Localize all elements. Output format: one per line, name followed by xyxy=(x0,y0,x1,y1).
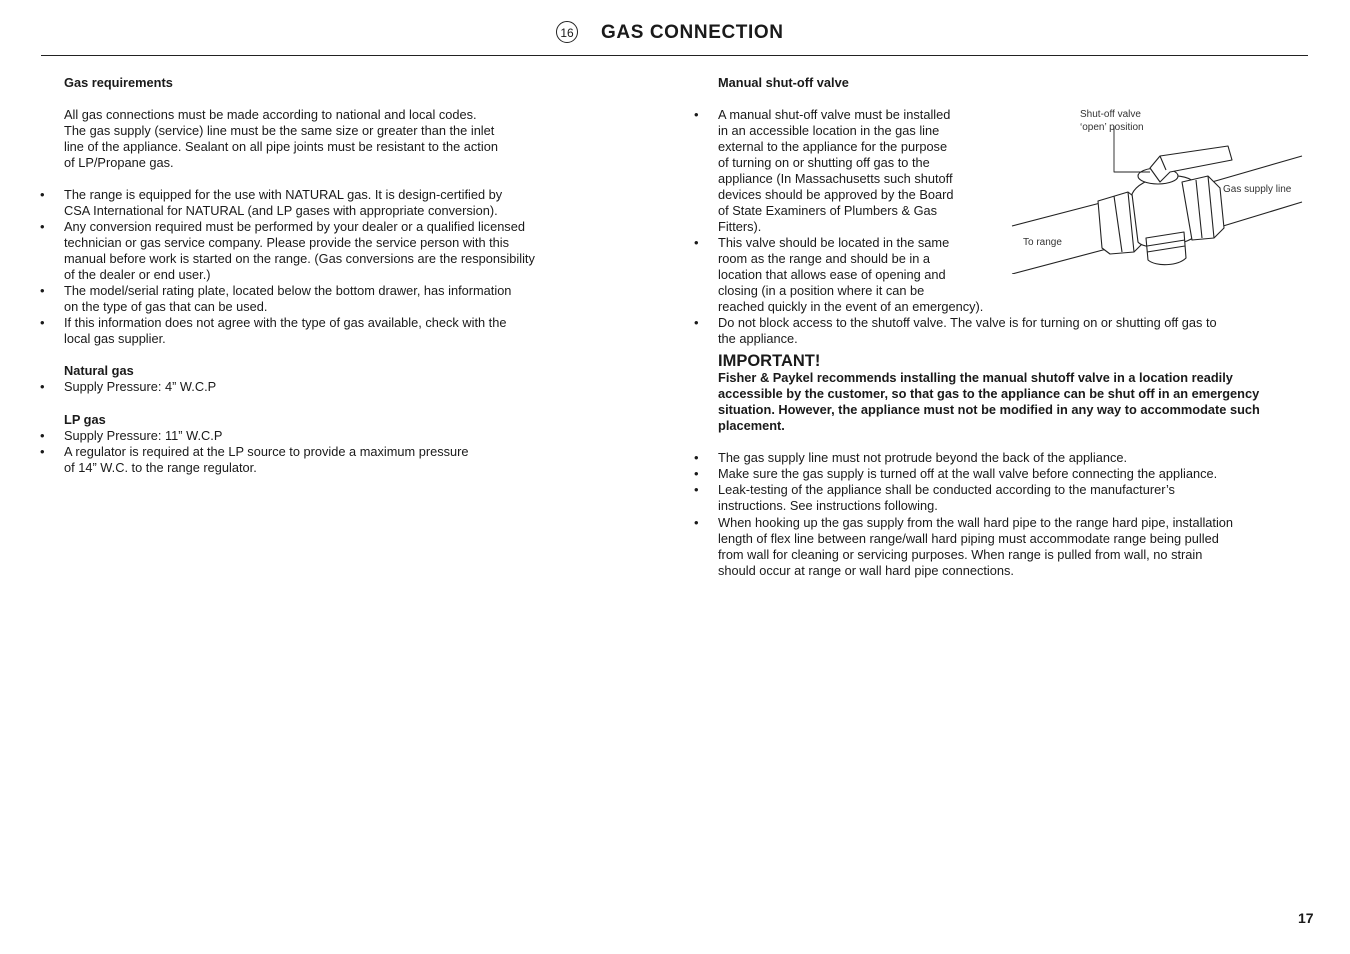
list-item xyxy=(64,444,624,476)
line: length of flex line between range/wall hard piping must accommodate range being pulled xyxy=(718,531,1219,546)
important-heading: IMPORTANT! xyxy=(718,352,821,370)
header-divider xyxy=(41,55,1308,56)
line: CSA International for NATURAL (and LP gases with appropriate conversion). xyxy=(64,203,498,218)
line: • The model/serial rating plate, located below the bottom drawer, has information xyxy=(64,283,512,298)
to-range-label: To range xyxy=(1023,237,1062,248)
lp-gas-list xyxy=(64,428,624,476)
line: • When hooking up the gas supply from the wall hard pipe to the range hard pipe, installation xyxy=(718,515,1234,530)
section-number-badge: 16 xyxy=(556,21,578,43)
line: of the dealer or end user.) xyxy=(64,267,211,282)
list-item xyxy=(718,450,1318,466)
line: room as the range and should be in a xyxy=(718,251,931,266)
list-item xyxy=(64,315,624,347)
list-item xyxy=(718,482,1318,514)
list-item xyxy=(718,515,1318,579)
line: • The gas supply line must not protrude beyond the back of the appliance. xyxy=(718,450,1128,465)
intro-line: All gas connections must be made according to national and local codes. xyxy=(64,107,477,122)
line: manual before work is started on the range. (Gas conversions are the responsibility xyxy=(64,251,535,266)
line: • Leak-testing of the appliance shall be conducted according to the manufacturer’s xyxy=(718,482,1175,497)
list-item xyxy=(64,219,624,283)
list-item xyxy=(718,466,1318,482)
intro-line: of LP/Propane gas. xyxy=(64,155,174,170)
valve-label: Shut-off valve xyxy=(1080,109,1141,120)
page-number: 17 xyxy=(1298,910,1314,926)
line: appliance (In Massachusetts such shutoff xyxy=(718,171,953,186)
valve-position-label: ‘open’ position xyxy=(1080,122,1144,133)
line: • Do not block access to the shutoff valve. The valve is for turning on or shutting off gas to xyxy=(718,315,1217,330)
natural-gas-heading: Natural gas xyxy=(64,363,134,378)
page-header xyxy=(0,18,1350,50)
important-line: Fisher & Paykel recommends installing the manual shutoff valve in a location readily xyxy=(718,370,1233,385)
line: of turning on or shutting off gas to the xyxy=(718,155,930,170)
list-item xyxy=(64,283,624,315)
natural-gas-list xyxy=(64,379,624,395)
intro-line: The gas supply (service) line must be the same size or greater than the inlet xyxy=(64,123,495,138)
important-line: situation. However, the appliance must not be modified in any way to accommodate such xyxy=(718,402,1260,417)
line: • A manual shut-off valve must be installed xyxy=(718,107,951,122)
list-item xyxy=(64,428,624,444)
list-item xyxy=(64,187,624,219)
list-item xyxy=(64,379,624,395)
line: • This valve should be located in the same xyxy=(718,235,950,250)
list-item xyxy=(718,315,1318,347)
line: • Supply Pressure: 11” W.C.P xyxy=(64,428,223,443)
line: local gas supplier. xyxy=(64,331,166,346)
page-title: GAS CONNECTION xyxy=(601,22,784,43)
gas-supply-label: Gas supply line xyxy=(1223,184,1292,195)
line: the appliance. xyxy=(718,331,798,346)
line: • The range is equipped for the use with NATURAL gas. It is design-certified by xyxy=(64,187,503,202)
requirements-list xyxy=(64,187,624,347)
line: external to the appliance for the purpose xyxy=(718,139,948,154)
important-line: accessible by the customer, so that gas to the appliance can be shut off in an emergency xyxy=(718,386,1260,401)
line: • If this information does not agree with the type of gas available, check with the xyxy=(64,315,507,330)
line: reached quickly in the event of an emergency). xyxy=(718,299,984,314)
line: instructions. See instructions following. xyxy=(718,498,938,513)
line: location that allows ease of opening and xyxy=(718,267,946,282)
line: of State Examiners of Plumbers & Gas xyxy=(718,203,938,218)
line: closing (in a position where it can be xyxy=(718,283,925,298)
line: should occur at range or wall hard pipe connections. xyxy=(718,563,1014,578)
line: • Any conversion required must be performed by your dealer or a qualified licensed xyxy=(64,219,525,234)
line: from wall for cleaning or servicing purposes. When range is pulled from wall, no strain xyxy=(718,547,1203,562)
line: • Make sure the gas supply is turned off at the wall valve before connecting the appliance. xyxy=(718,466,1218,481)
line: • A regulator is required at the LP source to provide a maximum pressure xyxy=(64,444,469,459)
shutoff-valve-heading: Manual shut-off valve xyxy=(718,75,849,90)
lp-gas-heading: LP gas xyxy=(64,412,106,427)
shutoff-valve-illustration xyxy=(1010,104,1310,274)
line: of 14” W.C. to the range regulator. xyxy=(64,460,257,475)
important-line: placement. xyxy=(718,418,785,433)
line: technician or gas service company. Please provide the service person with this xyxy=(64,235,510,250)
line: in an accessible location in the gas line xyxy=(718,123,940,138)
line: devices should be approved by the Board xyxy=(718,187,954,202)
intro-line: line of the appliance. Sealant on all pipe joints must be resistant to the action xyxy=(64,139,498,154)
left-column xyxy=(64,75,624,476)
line: • Supply Pressure: 4” W.C.P xyxy=(64,379,217,394)
installation-list xyxy=(718,450,1318,579)
line: on the type of gas that can be used. xyxy=(64,299,268,314)
gas-requirements-heading: Gas requirements xyxy=(64,75,173,90)
line: Fitters). xyxy=(718,219,762,234)
